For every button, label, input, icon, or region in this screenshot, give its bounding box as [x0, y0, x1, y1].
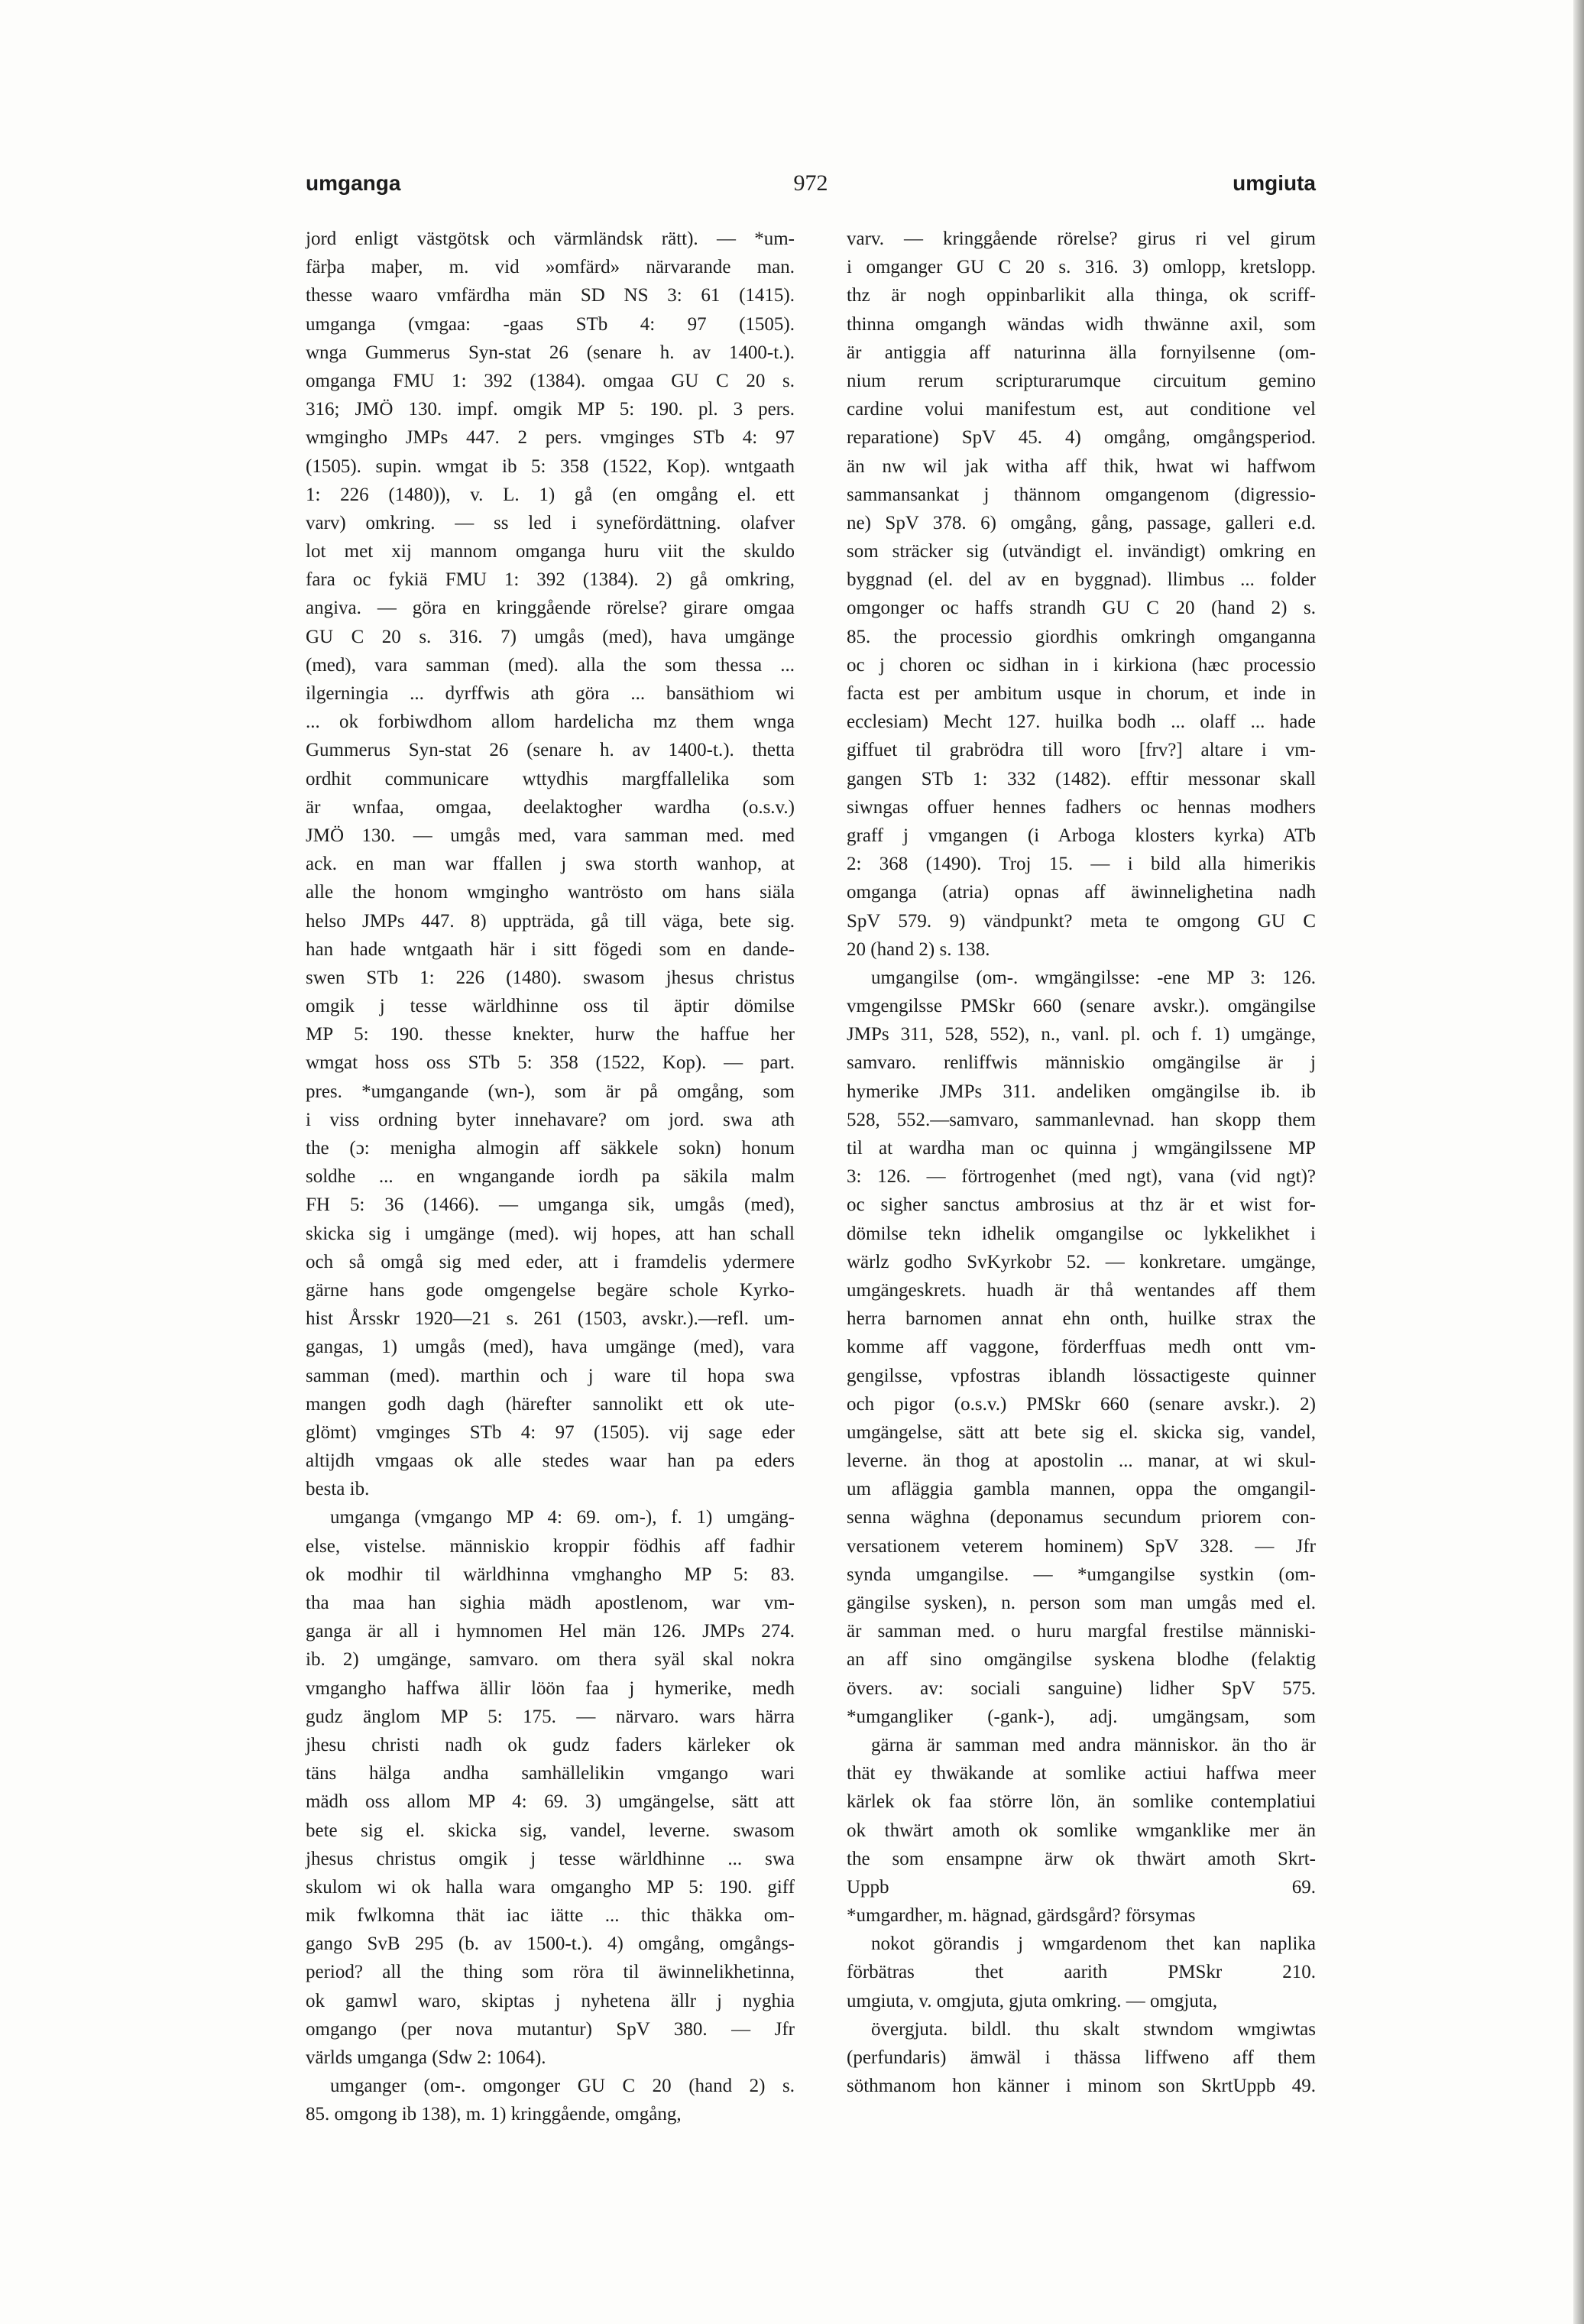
text-line: är wnfaa, omgaa, deelaktogher wardha (o.s.v.): [306, 796, 795, 818]
text-line: nokot görandis j wmgardenom thet kan naplika: [871, 1933, 1316, 1955]
text-line: gango SvB 295 (b. av 1500-t.). 4) omgång, omgångs-: [306, 1933, 795, 1955]
text-line: thz är nogh oppinbarlikit alla thinga, ok scriff-: [847, 285, 1316, 306]
text-line: wmgingho JMPs 447. 2 pers. vmginges STb 4: 97: [306, 427, 795, 449]
text-line: gängilse sysken), n. person som man umgås med el.: [847, 1593, 1316, 1613]
text-line: an aff sino omgängilse syskena blodhe (felaktig: [847, 1649, 1316, 1671]
text-line: reparatione) SpV 45. 4) omgång, omgångsperiod.: [847, 427, 1316, 449]
text-line: är samman med. o huru margfal frestilse människi-: [847, 1621, 1316, 1642]
text-line: 1: 226 (1480)), v. L. 1) gå (en omgång el. ett: [306, 484, 795, 505]
text-line: övers. av: sociali sanguine) lidher SpV 575.: [847, 1677, 1316, 1699]
text-line: mangen godh dagh (härefter sannolikt ett ok ute-: [306, 1393, 795, 1415]
text-line: thät ey thwäkande at somlike actiui haffwa meer: [847, 1763, 1316, 1784]
text-line: Gummerus Syn-stat 26 (senare h. av 1400-t.). thetta: [306, 740, 795, 761]
text-line: han hade wntgaath här i sitt fögedi som en dande-: [306, 938, 795, 960]
text-line: altijdh vmgaas ok alle stedes waar han pa eders: [306, 1450, 795, 1472]
text-line: thesse waaro vmfärdha män SD NS 3: 61 (1415).: [306, 285, 795, 306]
text-line: sammansankat j thännom omgangenom (digressio-: [847, 484, 1316, 505]
text-line: umgängelse, sätt att bete sig el. skicka sig, vandel,: [847, 1421, 1316, 1443]
text-line: senna wäghna (deponamus secundum priorem con-: [847, 1507, 1316, 1528]
text-line: *umgangliker (-gank-), adj. umgängsam, som: [847, 1706, 1316, 1727]
text-line: dömilse tekn idhelik omgangilse oc lykkelikhet i: [847, 1223, 1316, 1244]
text-line: ack. en man war ffallen j swa storth wanhop, at: [306, 854, 795, 875]
text-line: (perfundaris) ämwäl i thässa liffweno aff them: [847, 2047, 1316, 2068]
text-line: synda umgangilse. — *umgangilse systkin (om-: [847, 1564, 1316, 1585]
text-line: (med), vara samman (med). alla the som thessa ...: [306, 654, 795, 676]
head-word-right: umgiuta: [1233, 171, 1316, 195]
text-line: världs umganga (Sdw 2: 1064).: [306, 2047, 546, 2068]
text-line: giffuet til grabrödra till woro [frv?] altare i vm-: [847, 740, 1316, 761]
text-line: MP 5: 190. thesse knekter, hurw the haffue her: [306, 1024, 795, 1045]
text-line: söthmanom hon känner i minom son SkrtUppb 49.: [847, 2076, 1316, 2097]
text-line: omgonger oc haffs strandh GU C 20 (hand 2) s.: [847, 598, 1316, 619]
text-line: jhesus christus omgik j tesse wärldhinne ... swa: [306, 1848, 795, 1869]
text-line: samman (med). marthin och j ware til hopa swa: [306, 1365, 795, 1386]
left-column: [306, 225, 795, 2125]
text-line: FH 5: 36 (1466). — umganga sik, umgås (med),: [306, 1194, 795, 1216]
text-line: wmgat hoss oss STb 5: 358 (1522, Kop). — part.: [306, 1052, 795, 1074]
text-line: glömt) vmginges STb 4: 97 (1505). vij sage eder: [306, 1421, 795, 1443]
text-line: cardine volui manifestum est, aut conditione vel: [847, 399, 1316, 420]
page-number: 972: [793, 170, 828, 196]
text-line: gangas, 1) umgås (med), hava umgänge (med), vara: [306, 1337, 795, 1358]
text-line: GU C 20 s. 316. 7) umgås (med), hava umgänge: [306, 626, 795, 647]
text-line: täns hälga andha samhällelikin vmgango wari: [306, 1763, 795, 1784]
text-line: thinna omgangh wändas widh thwänne axil, som: [847, 313, 1316, 335]
text-line: umganga (vmgaa: -gaas STb 4: 97 (1505).: [306, 313, 795, 335]
text-line: vmgengilsse PMSkr 660 (senare avskr.). omgängilse: [847, 996, 1316, 1017]
text-line: och pigor (o.s.v.) PMSkr 660 (senare avskr.). 2): [847, 1393, 1316, 1415]
text-line: period? all the thing som röra til äwinnelikhetinna,: [306, 1962, 795, 1983]
text-line: (1505). supin. wmgat ib 5: 358 (1522, Kop). wntgaath: [306, 455, 795, 477]
text-line: else, vistelse. människio kroppir födhis aff fadhir: [306, 1535, 795, 1557]
text-line: graff j vmgangen (i Arboga klosters kyrka) ATb: [847, 825, 1316, 846]
text-line: hymerike JMPs 311. andeliken omgängilse ib. ib: [847, 1081, 1316, 1102]
text-line: ok thwärt amoth ok somlike wmganklike mer än: [847, 1820, 1316, 1841]
page-edge: [1573, 0, 1584, 2324]
text-line: tha maa han sighia mädh apostlenom, war vm-: [306, 1593, 795, 1613]
text-line: 85. the processio giordhis omkringh omganganna: [847, 626, 1316, 647]
text-line: JMPs 311, 528, 552), n., vanl. pl. och f. 1) umgänge,: [847, 1024, 1316, 1045]
text-line: oc j choren oc sidhan in i kirkiona (hæc processio: [847, 654, 1316, 676]
text-line: skicka sig i umgänge (med). wij hopes, att han schall: [306, 1223, 795, 1244]
text-line: som sträcker sig (utvändigt el. invändigt) omkring en: [847, 541, 1316, 562]
text-line: 85. omgong ib 138), m. 1) kringgående, omgång,: [306, 2104, 682, 2125]
text-line: i viss ordning byter innehavare? om jord. swa ath: [306, 1109, 795, 1130]
text-line: hist Årsskr 1920—21 s. 261 (1503, avskr.).—refl. um-: [306, 1308, 795, 1330]
text-line: versationem veterem hominem) SpV 328. — Jfr: [847, 1535, 1316, 1557]
text-line: swen STb 1: 226 (1480). swasom jhesus christus: [306, 967, 795, 988]
text-line: umganga (vmgango MP 4: 69. om-), f. 1) umgäng-: [330, 1507, 795, 1528]
text-line: 20 (hand 2) s. 138.: [847, 938, 990, 960]
text-line: *umgardher, m. hägnad, gärdsgård? försymas: [847, 1905, 1196, 1927]
text-line: ordhit communicare wttydhis margffallelika som: [306, 768, 795, 789]
text-line: oc sigher sanctus ambrosius at thz är et wist for-: [847, 1194, 1316, 1216]
text-line: skulom wi ok halla wara omgangho MP 5: 190. giff: [306, 1876, 795, 1898]
text-line: 2: 368 (1490). Troj 15. — i bild alla himerikis: [847, 854, 1316, 875]
text-line: i omganger GU C 20 s. 316. 3) omlopp, kretslopp.: [847, 257, 1316, 278]
text-line: komme aff vaggone, förderffuas medh ontt vm-: [847, 1337, 1316, 1358]
text-line: gudz änglom MP 5: 175. — närvaro. wars härra: [306, 1706, 795, 1727]
text-line: umganger (om-. omgonger GU C 20 (hand 2) s.: [330, 2076, 795, 2097]
text-line: mädh oss allom MP 4: 69. 3) umgängelse, sätt att: [306, 1791, 795, 1813]
text-line: soldhe ... en wngangande iordh pa säkila malm: [306, 1166, 795, 1188]
text-line: ok modhir til wärldhinna vmghangho MP 5: 83.: [306, 1564, 795, 1585]
text-line: angiva. — göra en kringgående rörelse? girare omgaa: [306, 598, 795, 619]
text-line: til at wardha man oc quinna j wmgängilssene MP: [847, 1138, 1316, 1159]
text-line: varv) omkring. — ss led i synefördättning. olafver: [306, 512, 795, 533]
text-line: umgiuta, v. omgjuta, gjuta omkring. — omgjuta,: [847, 1990, 1218, 2011]
text-line: ilgerningia ... dyrffwis ath göra ... bansäthiom wi: [306, 683, 795, 704]
text-line: är antiggia aff naturinna älla fornyilsenne (om-: [847, 342, 1316, 363]
text-line: umgängeskrets. huadh är thå wentandes aff them: [847, 1279, 1316, 1301]
text-line: pres. *umgangande (wn-), som är på omgång, som: [306, 1081, 795, 1102]
text-line: nium rerum scripturarumque circuitum gemino: [847, 370, 1316, 391]
text-line: bete sig el. skicka sig, vandel, leverne. swasom: [306, 1820, 795, 1841]
text-line: kärlek ok faa större lön, än somlike contemplatiui: [847, 1791, 1316, 1813]
text-line: Uppb 69.: [847, 1876, 1316, 1898]
text-line: gengilsse, vpfostras iblandh lössactigeste quinner: [847, 1365, 1316, 1386]
text-line: omgik j tesse wärldhinne oss til äptir dömilse: [306, 996, 795, 1017]
text-line: mik fwlkomna thät iac iätte ... thic thäkka om-: [306, 1905, 795, 1927]
text-line: förbätras thet aarith PMSkr 210.: [847, 1962, 1316, 1983]
text-line: samvaro. renliffwis människio omgängilse är j: [847, 1052, 1316, 1074]
text-line: omganga FMU 1: 392 (1384). omgaa GU C 20 s.: [306, 370, 795, 391]
text-line: siwngas offuer hennes fadhers oc hennas modhers: [847, 796, 1316, 818]
text-line: färþa maþer, m. vid »omfärd» närvarande man.: [306, 257, 795, 278]
running-head: [306, 167, 1316, 200]
text-line: lot met xij mannom omganga huru viit the skuldo: [306, 541, 795, 562]
text-line: alle the honom wmgingho wantrösto om hans siäla: [306, 882, 795, 903]
text-line: 528, 552.—samvaro, sammanlevnad. han skopp them: [847, 1109, 1316, 1130]
text-line: helso JMPs 447. 8) uppträda, gå till väga, bete sig.: [306, 910, 795, 932]
text-line: jhesu christi nadh ok gudz faders kärleker ok: [306, 1734, 795, 1755]
text-line: omgango (per nova mutantur) SpV 380. — Jfr: [306, 2018, 795, 2040]
text-line: och så omgå sig med eder, att i framdelis ydermere: [306, 1251, 795, 1272]
head-word-left: umganga: [306, 171, 401, 195]
text-line: fara oc fykiä FMU 1: 392 (1384). 2) gå omkring,: [306, 569, 795, 591]
text-line: wnga Gummerus Syn-stat 26 (senare h. av 1400-t.).: [306, 342, 795, 363]
text-line: ... ok forbiwdhom allom hardelicha mz them wnga: [306, 711, 795, 733]
text-line: umgangilse (om-. wmgängilsse: -ene MP 3: 126.: [871, 967, 1316, 988]
right-column: [847, 225, 1316, 2097]
text-line: gangen STb 1: 332 (1482). efftir messonar skall: [847, 768, 1316, 789]
text-line: jord enligt västgötsk och värmländsk rätt). — *um-: [306, 229, 795, 249]
text-line: wärlz godho SvKyrkobr 52. — konkretare. umgänge,: [847, 1251, 1316, 1272]
text-line: ecclesiam) Mecht 127. huilka bodh ... olaff ... hade: [847, 711, 1316, 733]
text-line: gärne hans gode omgengelse begäre schole Kyrko-: [306, 1279, 795, 1301]
text-line: byggnad (el. del av en byggnad). llimbus ... folder: [847, 569, 1316, 591]
text-line: än nw wil jak witha aff thik, hwat wi haffwom: [847, 455, 1316, 477]
text-line: the (ɔ: menigha almogin aff säkkele sokn) honum: [306, 1138, 795, 1159]
text-line: the som ensampne ärw ok thwärt amoth Skrt-: [847, 1848, 1316, 1869]
text-line: leverne. än thog at apostolin ... manar, at wi skul-: [847, 1450, 1316, 1472]
text-line: vmgangho haffwa ällir löön faa j hymerike, medh: [306, 1677, 795, 1699]
text-line: herra barnomen annat ehn onth, huilke strax the: [847, 1308, 1316, 1330]
text-line: JMÖ 130. — umgås med, vara samman med. med: [306, 825, 795, 846]
text-line: ne) SpV 378. 6) omgång, gång, passage, galleri e.d.: [847, 512, 1316, 533]
text-line: ganga är all i hymnomen Hel män 126. JMPs 274.: [306, 1621, 795, 1642]
text-line: um afläggia gambla mannen, oppa the omgangil-: [847, 1479, 1316, 1500]
text-line: gärna är samman med andra människor. än tho är: [871, 1734, 1316, 1755]
text-line: ib. 2) umgänge, samvaro. om thera syäl skal nokra: [306, 1649, 795, 1671]
text-line: övergjuta. bildl. thu skalt stwndom wmgiwtas: [871, 2018, 1316, 2040]
text-line: besta ib.: [306, 1479, 370, 1500]
text-line: SpV 579. 9) vändpunkt? meta te omgong GU C: [847, 910, 1316, 932]
text-line: 3: 126. — förtrogenhet (med ngt), vana (vid ngt)?: [847, 1166, 1316, 1188]
text-line: ok gamwl waro, skiptas j nyhetena ällr j nyghia: [306, 1990, 795, 2011]
text-line: omganga (atria) opnas aff äwinnelighetina nadh: [847, 882, 1316, 903]
text-line: facta est per ambitum usque in chorum, et inde in: [847, 683, 1316, 704]
text-line: varv. — kringgående rörelse? girus ri vel girum: [847, 229, 1316, 249]
text-line: 316; JMÖ 130. impf. omgik MP 5: 190. pl. 3 pers.: [306, 399, 795, 420]
